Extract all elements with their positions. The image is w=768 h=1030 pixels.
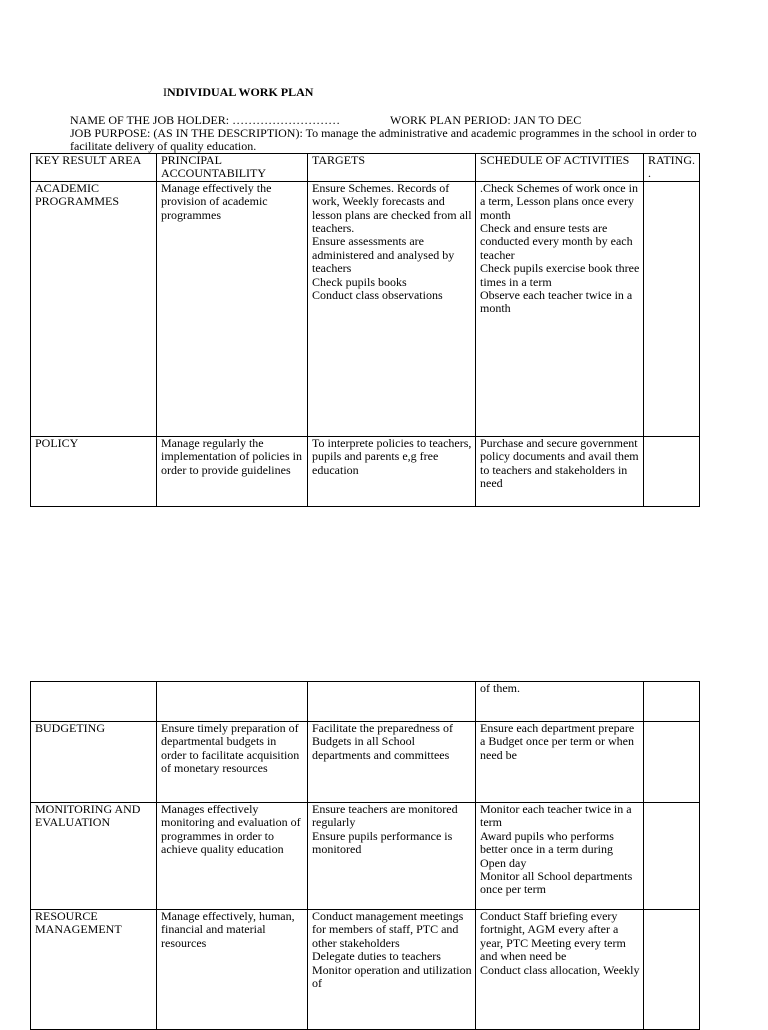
table-header-row	[31, 154, 700, 182]
schedule-resource	[476, 910, 644, 1030]
list-item: ✓ Check pupils books	[312, 276, 472, 289]
list-item: ✓ Ensure Schemes. Records of work, Weekly forecasts and lesson plans are checked from all teachers.	[312, 182, 472, 236]
list-item: ✓ Monitor each teacher twice in a term	[480, 803, 640, 830]
kra-continuation	[31, 682, 157, 722]
table-row-monitoring	[31, 803, 700, 910]
rating-monitoring	[644, 803, 700, 910]
list-item: ✓ Observe each teacher twice in a month	[480, 289, 640, 316]
schedule-academic	[476, 181, 644, 436]
rating-policy	[644, 436, 700, 506]
schedule-monitoring	[476, 803, 644, 910]
list-item: ✓ Conduct class observations	[312, 289, 472, 302]
schedule-budgeting	[476, 722, 644, 803]
table-row-policy	[31, 436, 700, 506]
list-item: ✓ Award pupils who performs better once in a term during Open day	[480, 830, 640, 870]
list-item: ✓ Check pupils exercise book three times in a term	[480, 262, 640, 289]
header-rating: RATING. .	[644, 154, 700, 182]
kra-policy: POLICY	[31, 436, 157, 506]
list-item: ✓ .Check Schemes of work once in a term, Lesson plans once every month	[480, 182, 640, 222]
schedule-policy	[476, 436, 644, 506]
rating-resource	[644, 910, 700, 1030]
targets-continuation	[308, 682, 476, 722]
list-item: ➢ Manages effectively monitoring and evaluation of programmes in order to achieve quality education	[161, 803, 304, 857]
list-item: ✓ Ensure each department prepare a Budget once per term or when need be	[480, 722, 640, 762]
schedule-continuation: of them.	[476, 682, 644, 722]
list-item: ➢ Manage effectively, human, financial and material resources	[161, 910, 304, 950]
work-plan-table-page-1	[30, 153, 700, 507]
page-title: INDIVIDUAL WORK PLAN	[163, 85, 314, 99]
rating-budgeting	[644, 722, 700, 803]
list-item: ✓ To interprete policies to teachers, pupils and parents e,g free education	[312, 437, 472, 477]
list-item: ✓ Monitor all School departments once per term	[480, 870, 640, 897]
list-item: ✓ Facilitate the preparedness of Budgets in all School departments and committees	[312, 722, 472, 762]
header-principal-accountability: PRINCIPAL ACCOUNTABILITY	[157, 154, 308, 182]
targets-resource	[308, 910, 476, 1030]
list-item: ✓ Ensure assessments are administered and analysed by teachers	[312, 235, 472, 275]
work-plan-period: WORK PLAN PERIOD: JAN TO DEC	[390, 113, 582, 127]
job-holder-label: NAME OF THE JOB HOLDER: ………………………	[70, 113, 341, 127]
rating-continuation	[644, 682, 700, 722]
kra-academic: ACADEMIC PROGRAMMES	[31, 181, 157, 436]
list-item: ➢ Manage regularly the implementation of policies in order to provide guidelines	[161, 437, 304, 477]
list-item: ✓ Conduct class allocation, Weekly	[480, 964, 640, 977]
pa-continuation	[157, 682, 308, 722]
list-item: ✓ Monitor operation and utilization of	[312, 964, 472, 991]
list-item: ✓ Delegate duties to teachers	[312, 950, 472, 963]
targets-budgeting	[308, 722, 476, 803]
header-key-result-area: KEY RESULT AREA	[31, 154, 157, 182]
kra-resource: RESOURCE MANAGEMENT	[31, 910, 157, 1030]
table-row-budgeting	[31, 722, 700, 803]
table-row-academic	[31, 181, 700, 436]
pa-budgeting	[157, 722, 308, 803]
job-purpose-line-1: JOB PURPOSE: (AS IN THE DESCRIPTION): To manage the administrative and academic programmes in the school in order to	[70, 126, 697, 140]
work-plan-table-page-2	[30, 681, 700, 1030]
header-schedule: SCHEDULE OF ACTIVITIES	[476, 154, 644, 182]
pa-policy	[157, 436, 308, 506]
list-item: ✓ Ensure teachers are monitored regularly	[312, 803, 472, 830]
list-item: ✓ Ensure pupils performance is monitored	[312, 830, 472, 857]
targets-monitoring	[308, 803, 476, 910]
rating-academic	[644, 181, 700, 436]
list-item: ✓ Conduct management meetings for members of staff, PTC and other stakeholders	[312, 910, 472, 950]
header-targets: TARGETS	[308, 154, 476, 182]
table-row-continuation	[31, 682, 700, 722]
kra-budgeting: BUDGETING	[31, 722, 157, 803]
list-item: ➢ Ensure timely preparation of departmental budgets in order to facilitate acquisition of monetary resources	[161, 722, 304, 776]
pa-academic: Manage effectively the provision of academic programmes	[157, 181, 308, 436]
list-item: ✓ Purchase and secure government policy documents and avail them to teachers and stakeholders in need	[480, 437, 640, 491]
job-purpose-line-2: facilitate delivery of quality education.	[70, 139, 257, 153]
table-row-resource	[31, 910, 700, 1030]
pa-resource	[157, 910, 308, 1030]
pa-monitoring	[157, 803, 308, 910]
list-item: ✓ Check and ensure tests are conducted every month by each teacher	[480, 222, 640, 262]
targets-academic	[308, 181, 476, 436]
kra-monitoring: MONITORING AND EVALUATION	[31, 803, 157, 910]
targets-policy	[308, 436, 476, 506]
list-item: ✓ Conduct Staff briefing every fortnight, AGM every after a year, PTC Meeting every term and when need be	[480, 910, 640, 964]
